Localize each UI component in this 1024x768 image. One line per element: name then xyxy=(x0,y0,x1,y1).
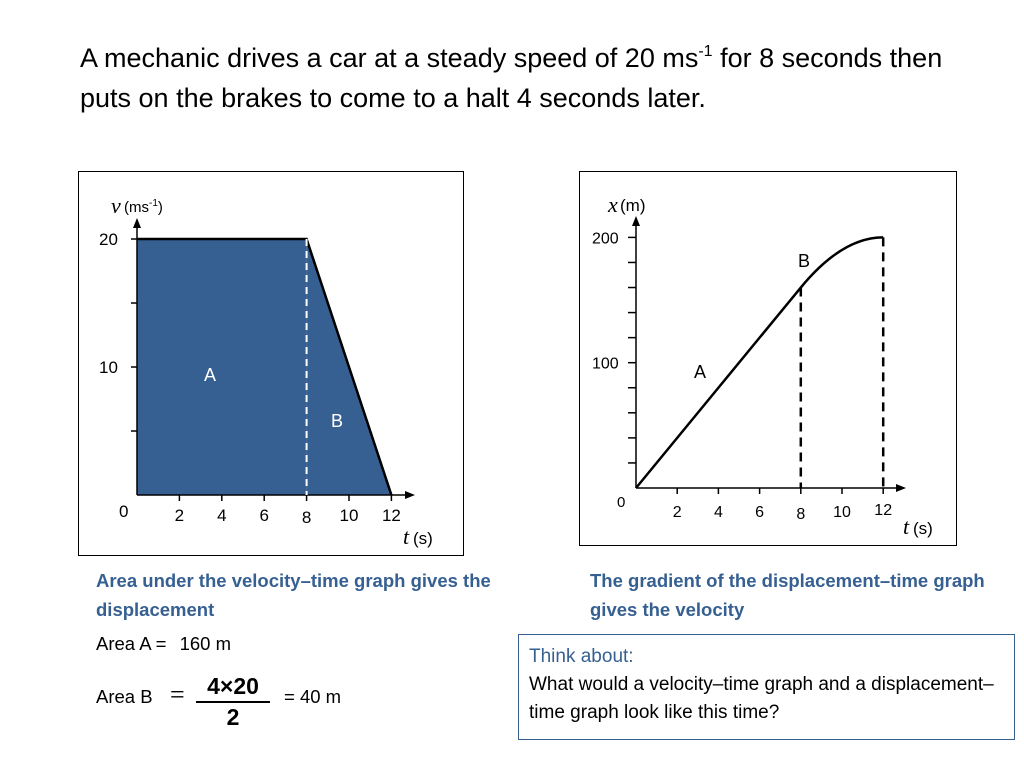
displacement-time-graph xyxy=(580,172,958,547)
area-b-result: = 40 m xyxy=(284,686,342,707)
t-tick-label-12: 12 xyxy=(381,506,401,525)
x-axis-symbol: x xyxy=(608,192,618,217)
t-tick-label-4: 4 xyxy=(217,506,227,525)
t-tick-label-10: 10 xyxy=(339,506,359,525)
t-tick-label-2: 2 xyxy=(174,506,185,525)
intro-part2: for 8 seconds then puts on the brakes to come to a halt 4 seconds later. xyxy=(80,43,943,113)
fraction-denominator: 2 xyxy=(226,703,240,730)
t-axis-unit: (s) xyxy=(413,529,433,548)
v-tick-label-20: 20 xyxy=(99,230,118,249)
problem-statement xyxy=(80,38,960,118)
t-tick-label-8: 8 xyxy=(301,508,312,527)
think-about-box xyxy=(518,634,1015,740)
area-a-label: Area A = xyxy=(96,633,172,654)
area-b-label: Area B xyxy=(96,686,153,707)
area-b-fraction xyxy=(196,672,270,730)
v-axis-arrow xyxy=(133,218,141,228)
t-tick-label-8: 8 xyxy=(796,506,806,523)
intro-part1: A mechanic drives a car at a steady speed of 20 ms xyxy=(80,43,699,73)
t-tick-label-10: 10 xyxy=(833,504,851,521)
x-axis-arrow xyxy=(632,216,640,226)
x-tick-label-200: 200 xyxy=(592,230,619,248)
t-tick-label-6: 6 xyxy=(259,506,269,525)
equals-sign: = xyxy=(170,680,185,709)
displacement-time-caption: The gradient of the displacement–time graph gives the velocity xyxy=(590,570,985,620)
t-tick-label-6: 6 xyxy=(755,504,765,521)
area-a-calculation xyxy=(96,633,231,655)
think-about-heading: Think about: xyxy=(529,646,634,667)
intro-superscript: -1 xyxy=(698,43,713,60)
t-axis-symbol: t xyxy=(903,514,910,539)
v-axis-symbol: v xyxy=(111,193,121,218)
segment-a-label: A xyxy=(694,362,707,382)
x-tick-label-100: 100 xyxy=(592,355,619,373)
v-axis-unit-open: (ms xyxy=(124,199,149,216)
v-axis-unit-close: ) xyxy=(157,199,163,216)
area-b-calculation xyxy=(96,672,396,728)
region-a-area xyxy=(137,239,307,495)
v-axis-unit xyxy=(124,198,163,216)
origin-label: 0 xyxy=(119,502,129,521)
t-tick-label-2: 2 xyxy=(672,504,682,521)
region-a-label: A xyxy=(204,365,217,385)
area-a-value: 160 m xyxy=(179,633,232,654)
segment-b-label: B xyxy=(798,251,811,271)
fraction-numerator: 4×20 xyxy=(207,673,259,699)
region-b-label: B xyxy=(331,411,344,431)
velocity-time-graph-box xyxy=(78,171,464,556)
t-axis-symbol: t xyxy=(403,524,410,549)
origin-label: 0 xyxy=(617,494,626,511)
t-axis-arrow xyxy=(896,484,906,492)
velocity-time-caption: Area under the velocity–time graph gives the displacement xyxy=(96,570,491,620)
velocity-time-graph xyxy=(79,172,465,557)
t-tick-label-4: 4 xyxy=(713,504,723,521)
fraction-bar xyxy=(196,701,270,703)
v-axis-unit-sup: -1 xyxy=(149,198,158,209)
displacement-line xyxy=(636,237,883,488)
v-tick-label-10: 10 xyxy=(99,358,118,377)
displacement-time-graph-box xyxy=(579,171,957,546)
t-axis-arrow xyxy=(405,491,415,499)
t-tick-label-12: 12 xyxy=(874,502,893,519)
think-about-body: What would a velocity–time graph and a displacement–time graph look like this time? xyxy=(529,674,994,723)
t-axis-unit: (s) xyxy=(913,519,933,538)
x-axis-unit: (m) xyxy=(620,196,646,215)
